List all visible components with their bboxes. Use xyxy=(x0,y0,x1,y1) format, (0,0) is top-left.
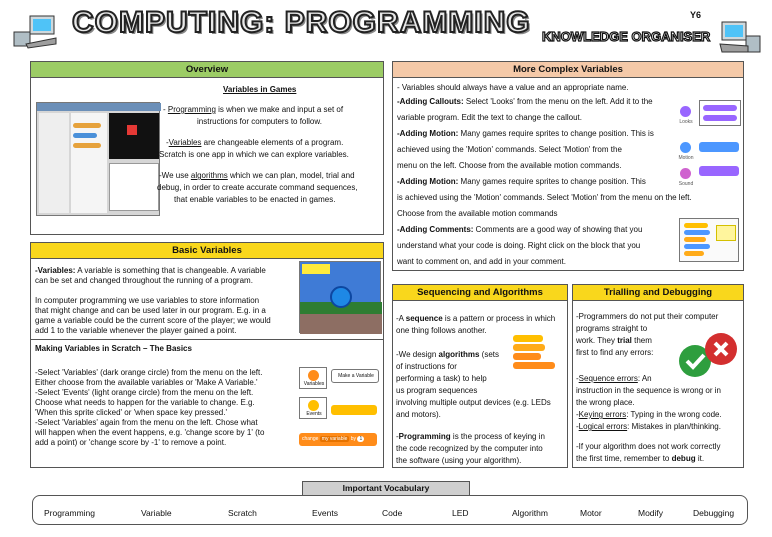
change-variable-block: change my variable by 1 xyxy=(299,433,377,446)
event-block-image xyxy=(331,405,377,415)
motion-category-icon: Motion xyxy=(675,142,697,164)
vocab-programming: Programming xyxy=(44,508,96,518)
sound-category-icon: Sound xyxy=(675,168,697,190)
looks-category-icon: Looks xyxy=(675,106,697,128)
sound-block-image xyxy=(699,166,739,176)
comment-code-image xyxy=(679,218,739,262)
complex-variables-header: More Complex Variables xyxy=(393,62,743,78)
overview-subheading: Variables in Games xyxy=(223,85,297,94)
vocab-led: LED xyxy=(452,508,469,518)
knowledge-organiser-label: KNOWLEDGE ORGANISER xyxy=(542,29,711,44)
vocab-motor: Motor xyxy=(580,508,602,518)
vocab-modify: Modify xyxy=(638,508,664,518)
cross-icon xyxy=(705,333,737,365)
vocab-scratch: Scratch xyxy=(228,508,257,518)
motion-block-image xyxy=(699,142,739,152)
vocab-code: Code xyxy=(382,508,403,518)
scratch-basics-subheading: Making Variables in Scratch – The Basics xyxy=(35,344,192,353)
sequencing-panel: Sequencing and Algorithms -A sequence is a pattern or process in which one thing follows another. -We design algorithms (sets of instructions for performing a task) to help us program sequences involving multiple output devices (e.g. LEDs and motors). -Programming is the process of keying in the code recognized by the computer into the software (using your algorithm). xyxy=(392,284,568,468)
vocab-algorithm: Algorithm xyxy=(512,508,548,518)
scratch-screenshot xyxy=(36,102,160,216)
trialling-panel: Trialling and Debugging -Programmers do not put their computer programs straight to work. They trial them first to find any errors: -Sequence errors: An instruction in the sequence is wrong or in the wrong place. -Keying errors: Typing in the wrong code. -Logical errors: Mistakes in plan/thinking. -If your algorithm does not work correctly the first time, remember to debug it. xyxy=(572,284,744,468)
sequencing-header: Sequencing and Algorithms xyxy=(393,285,567,301)
overview-header: Overview xyxy=(31,62,383,78)
year-label: Y6 xyxy=(690,10,702,20)
computer-icon-right xyxy=(718,20,764,56)
sonic-game-image xyxy=(299,261,381,333)
make-variable-button-image: Make a Variable xyxy=(331,369,379,383)
page-title: COMPUTING: PROGRAMMING xyxy=(72,6,531,39)
basic-variables-header: Basic Variables xyxy=(31,243,383,259)
vocab-events: Events xyxy=(312,508,338,518)
vocab-debugging: Debugging xyxy=(693,508,735,518)
complex-variables-panel: More Complex Variables - Variables should always have a value and an appropriate name. -Adding Callouts: Select 'Looks' from the menu on the left. Add it to the variable program. Edit the text to change the callout. -Adding Motion: Many games require sprites to change position. This is achieved using the 'Motion' commands. Select 'Motion' from the menu on the left. Choose from the available motion commands. -Adding Motion: Many games require sprites to change position. This is achieved using the 'Motion' commands. Select 'Motion' from the menu on the left. Choose from the available motion commands -Adding Comments: Comments are a good way of showing that you understand what your code is doing. Right click on the block that you want to comment on, and add in your comment. Looks Motion Sound xyxy=(392,61,744,271)
trialling-header: Trialling and Debugging xyxy=(573,285,743,301)
basic-variables-panel: Basic Variables -Variables: A variable is something that is changeable. A variable can be set and changed throughout the running of a program. In computer programming we use variables to store information that might change and can be used later in our program. E.g. in a game a variable could be the current score of the player; we would add 1 to the variable whenever the player gained a point. Making Variables in Scratch – The Basics -Select 'Variables' (dark orange circle) from the menu on the left. Either choose from the available variables or 'Make A Variable.' -Select 'Events' (light orange circle) from the menu on the left. Choose what needs to happen for the variable to change. E.g. 'When this sprite clicked' or 'when space key pressed.' -Select 'Variables' again from the menu on the left. Chose what will happen when the event happens, e.g. 'change score by 1' (to add a point) or 'change score by -1' to remove a point. Variables Make a Variable Events change my variable by 1 xyxy=(30,242,384,468)
computer-icon-left xyxy=(12,14,58,50)
variables-category-icon: Variables xyxy=(299,367,327,389)
overview-panel: Overview Variables in Games - Programming is when we make and input a set of instructions for computers to follow. -Variables are changeable elements of a program. Scratch is one app in which we can explore variables. -We use algorithms which we can plan, model, trial and debug, in order to create accurate command sequences, that enable variables to be enacted in games. xyxy=(30,61,384,235)
vocab-variable: Variable xyxy=(141,508,172,518)
looks-blocks-image xyxy=(699,100,741,126)
code-sequence-image xyxy=(513,335,563,379)
events-category-icon: Events xyxy=(299,397,327,419)
vocabulary-header: Important Vocabulary xyxy=(302,481,470,495)
